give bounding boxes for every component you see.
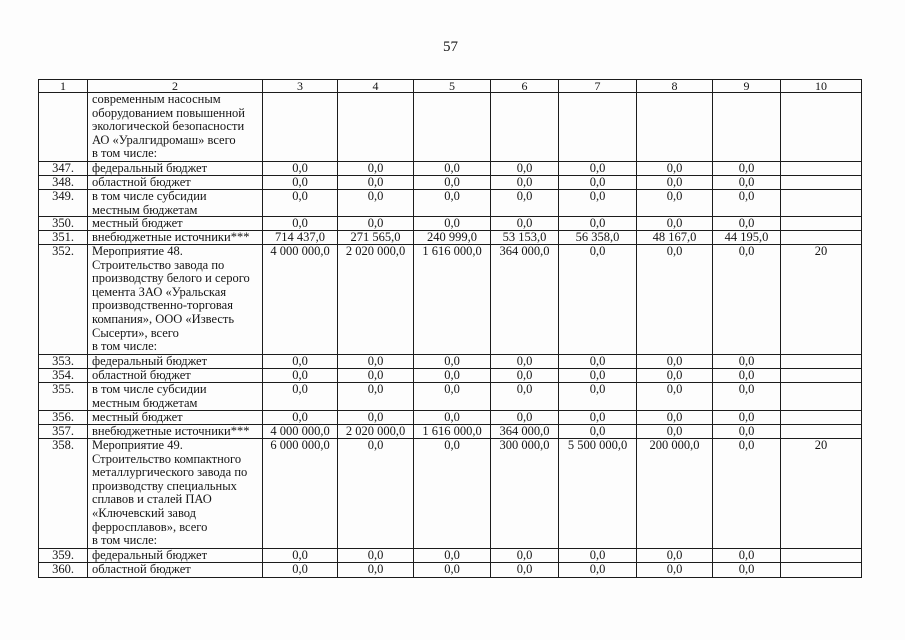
table-row <box>39 439 862 549</box>
description-line: сплавов и сталей ПАО <box>92 492 212 507</box>
value-col-4: 0,0 <box>338 563 414 578</box>
description-line: областной бюджет <box>92 368 191 382</box>
description-line: в том числе субсидии <box>92 382 207 396</box>
description-line: местным бюджетам <box>92 202 198 217</box>
page-number: 57 <box>443 39 458 55</box>
value-col-9: 0,0 <box>713 425 781 439</box>
row-number: 358. <box>39 439 88 549</box>
value-col-8: 0,0 <box>637 162 713 176</box>
description-line: «Ключевский завод <box>92 505 197 520</box>
value-col-5: 0,0 <box>414 383 491 411</box>
description-line: федеральный бюджет <box>92 354 208 368</box>
value-col-3: 6 000 000,0 <box>263 439 338 549</box>
row-description <box>88 190 263 217</box>
value-col-8: 0,0 <box>637 425 713 439</box>
value-col-3: 714 437,0 <box>263 231 338 245</box>
value-col-10 <box>781 162 862 176</box>
value-col-3: 0,0 <box>263 563 338 578</box>
value-col-7: 0,0 <box>559 411 637 425</box>
budget-table <box>38 79 862 578</box>
value-col-3: 0,0 <box>263 162 338 176</box>
row-description <box>88 93 263 162</box>
description-line: местным бюджетам <box>92 395 198 410</box>
header-cell: 7 <box>559 80 637 93</box>
value-col-8: 0,0 <box>637 245 713 355</box>
row-number: 357. <box>39 425 88 439</box>
row-number: 349. <box>39 190 88 217</box>
value-col-10 <box>781 355 862 369</box>
value-col-7: 0,0 <box>559 190 637 217</box>
row-description <box>88 549 263 563</box>
row-number: 359. <box>39 549 88 563</box>
description-line: в том числе субсидии <box>92 189 207 203</box>
value-col-9: 0,0 <box>713 411 781 425</box>
value-col-10 <box>781 217 862 231</box>
value-col-9: 0,0 <box>713 176 781 190</box>
value-col-4 <box>338 93 414 162</box>
description-line: внебюджетные источники*** <box>92 230 250 244</box>
description-line: в том числе: <box>92 146 158 161</box>
description-line: в том числе: <box>92 533 158 548</box>
value-col-4: 0,0 <box>338 369 414 383</box>
value-col-6: 364 000,0 <box>491 245 559 355</box>
value-col-5: 0,0 <box>414 217 491 231</box>
value-col-9: 0,0 <box>713 245 781 355</box>
value-col-3: 4 000 000,0 <box>263 245 338 355</box>
value-col-6: 300 000,0 <box>491 439 559 549</box>
value-col-7: 0,0 <box>559 563 637 578</box>
value-col-6: 0,0 <box>491 549 559 563</box>
row-description <box>88 439 263 549</box>
value-col-3: 4 000 000,0 <box>263 425 338 439</box>
row-number: 354. <box>39 369 88 383</box>
table-row <box>39 217 862 231</box>
value-col-8: 0,0 <box>637 355 713 369</box>
value-col-7: 0,0 <box>559 162 637 176</box>
value-col-4: 0,0 <box>338 355 414 369</box>
description-line: федеральный бюджет <box>92 548 208 562</box>
value-col-5: 0,0 <box>414 176 491 190</box>
value-col-4: 0,0 <box>338 176 414 190</box>
value-col-10: 20 <box>781 439 862 549</box>
value-col-6: 0,0 <box>491 369 559 383</box>
value-col-8: 0,0 <box>637 369 713 383</box>
table-row <box>39 190 862 217</box>
value-col-10 <box>781 369 862 383</box>
value-col-3: 0,0 <box>263 190 338 217</box>
description-line: производству белого и серого <box>92 271 250 286</box>
value-col-4: 0,0 <box>338 549 414 563</box>
value-col-5: 0,0 <box>414 411 491 425</box>
description-line: федеральный бюджет <box>92 161 208 175</box>
row-description <box>88 411 263 425</box>
value-col-10 <box>781 176 862 190</box>
row-description <box>88 563 263 578</box>
value-col-6: 53 153,0 <box>491 231 559 245</box>
value-col-4: 0,0 <box>338 190 414 217</box>
value-col-6: 0,0 <box>491 383 559 411</box>
value-col-8: 48 167,0 <box>637 231 713 245</box>
value-col-10 <box>781 425 862 439</box>
row-description <box>88 231 263 245</box>
value-col-7: 0,0 <box>559 425 637 439</box>
value-col-5: 0,0 <box>414 355 491 369</box>
table-row <box>39 355 862 369</box>
value-col-3: 0,0 <box>263 355 338 369</box>
value-col-8: 0,0 <box>637 549 713 563</box>
value-col-4: 0,0 <box>338 383 414 411</box>
row-number: 355. <box>39 383 88 411</box>
value-col-10: 20 <box>781 245 862 355</box>
row-description <box>88 245 263 355</box>
value-col-5: 0,0 <box>414 190 491 217</box>
value-col-7: 0,0 <box>559 217 637 231</box>
value-col-5: 0,0 <box>414 162 491 176</box>
table-row <box>39 369 862 383</box>
value-col-10 <box>781 549 862 563</box>
row-description <box>88 383 263 411</box>
row-number <box>39 93 88 162</box>
value-col-9: 0,0 <box>713 355 781 369</box>
row-description <box>88 176 263 190</box>
description-line: производству специальных <box>92 478 237 493</box>
value-col-5: 0,0 <box>414 369 491 383</box>
value-col-7: 0,0 <box>559 355 637 369</box>
value-col-7: 0,0 <box>559 383 637 411</box>
value-col-6: 0,0 <box>491 162 559 176</box>
value-col-6: 0,0 <box>491 217 559 231</box>
value-col-9: 0,0 <box>713 369 781 383</box>
description-line: местный бюджет <box>92 216 183 230</box>
table-row <box>39 383 862 411</box>
row-number: 348. <box>39 176 88 190</box>
value-col-5: 0,0 <box>414 549 491 563</box>
value-col-10 <box>781 231 862 245</box>
description-line: современным насосным <box>92 92 221 106</box>
value-col-7: 0,0 <box>559 176 637 190</box>
description-line: Мероприятие 48. <box>92 244 183 258</box>
value-col-5: 0,0 <box>414 439 491 549</box>
row-number: 350. <box>39 217 88 231</box>
table-row <box>39 411 862 425</box>
description-line: Сысерти», всего <box>92 325 179 340</box>
description-line: внебюджетные источники*** <box>92 424 250 438</box>
header-cell: 2 <box>88 80 263 93</box>
value-col-4: 0,0 <box>338 411 414 425</box>
table-row <box>39 425 862 439</box>
value-col-6 <box>491 93 559 162</box>
value-col-6: 364 000,0 <box>491 425 559 439</box>
value-col-4: 2 020 000,0 <box>338 245 414 355</box>
value-col-4: 271 565,0 <box>338 231 414 245</box>
row-description <box>88 217 263 231</box>
row-description <box>88 425 263 439</box>
value-col-9: 0,0 <box>713 439 781 549</box>
table-row <box>39 245 862 355</box>
row-description <box>88 162 263 176</box>
value-col-9 <box>713 93 781 162</box>
value-col-10 <box>781 383 862 411</box>
header-cell: 10 <box>781 80 862 93</box>
header-cell: 9 <box>713 80 781 93</box>
value-col-8: 200 000,0 <box>637 439 713 549</box>
header-cell: 4 <box>338 80 414 93</box>
description-line: ферросплавов», всего <box>92 519 208 534</box>
row-description <box>88 355 263 369</box>
value-col-8: 0,0 <box>637 563 713 578</box>
value-col-4: 0,0 <box>338 162 414 176</box>
value-col-8: 0,0 <box>637 217 713 231</box>
value-col-5: 0,0 <box>414 563 491 578</box>
value-col-6: 0,0 <box>491 190 559 217</box>
header-cell: 5 <box>414 80 491 93</box>
row-number: 351. <box>39 231 88 245</box>
description-line: компания», ООО «Известь <box>92 311 235 326</box>
row-number: 347. <box>39 162 88 176</box>
value-col-7 <box>559 93 637 162</box>
description-line: цемента ЗАО «Уральская <box>92 284 227 299</box>
description-line: экологической безопасности <box>92 119 245 134</box>
description-line: областной бюджет <box>92 562 191 576</box>
description-line: в том числе: <box>92 339 158 354</box>
value-col-10 <box>781 411 862 425</box>
value-col-7: 0,0 <box>559 245 637 355</box>
value-col-7: 0,0 <box>559 369 637 383</box>
value-col-9: 0,0 <box>713 383 781 411</box>
value-col-6: 0,0 <box>491 355 559 369</box>
value-col-9: 0,0 <box>713 563 781 578</box>
description-line: оборудованием повышенной <box>92 105 245 120</box>
table-row <box>39 176 862 190</box>
table-row <box>39 93 862 162</box>
value-col-7: 5 500 000,0 <box>559 439 637 549</box>
value-col-8: 0,0 <box>637 190 713 217</box>
description-line: местный бюджет <box>92 410 183 424</box>
row-number: 353. <box>39 355 88 369</box>
value-col-9: 0,0 <box>713 549 781 563</box>
value-col-3: 0,0 <box>263 217 338 231</box>
row-number: 356. <box>39 411 88 425</box>
row-number: 360. <box>39 563 88 578</box>
description-line: Строительство завода по <box>92 257 225 272</box>
header-cell: 6 <box>491 80 559 93</box>
value-col-8: 0,0 <box>637 176 713 190</box>
value-col-3: 0,0 <box>263 176 338 190</box>
value-col-5: 240 999,0 <box>414 231 491 245</box>
value-col-4: 0,0 <box>338 439 414 549</box>
value-col-10 <box>781 93 862 162</box>
value-col-7: 0,0 <box>559 549 637 563</box>
description-line: АО «Уралгидромаш» всего <box>92 132 236 147</box>
value-col-10 <box>781 190 862 217</box>
value-col-9: 0,0 <box>713 162 781 176</box>
value-col-3: 0,0 <box>263 383 338 411</box>
value-col-9: 44 195,0 <box>713 231 781 245</box>
row-description <box>88 369 263 383</box>
value-col-5 <box>414 93 491 162</box>
value-col-6: 0,0 <box>491 563 559 578</box>
table-row <box>39 162 862 176</box>
value-col-3: 0,0 <box>263 549 338 563</box>
value-col-5: 1 616 000,0 <box>414 425 491 439</box>
table-row <box>39 563 862 578</box>
value-col-6: 0,0 <box>491 176 559 190</box>
value-col-3 <box>263 93 338 162</box>
description-line: Строительство компактного <box>92 451 242 466</box>
header-cell: 3 <box>263 80 338 93</box>
value-col-6: 0,0 <box>491 411 559 425</box>
header-cell: 8 <box>637 80 713 93</box>
value-col-4: 2 020 000,0 <box>338 425 414 439</box>
table-row <box>39 549 862 563</box>
header-cell: 1 <box>39 80 88 93</box>
value-col-8: 0,0 <box>637 411 713 425</box>
value-col-10 <box>781 563 862 578</box>
row-number: 352. <box>39 245 88 355</box>
value-col-4: 0,0 <box>338 217 414 231</box>
value-col-9: 0,0 <box>713 190 781 217</box>
value-col-9: 0,0 <box>713 217 781 231</box>
description-line: Мероприятие 49. <box>92 438 183 452</box>
table-row <box>39 231 862 245</box>
value-col-8: 0,0 <box>637 383 713 411</box>
description-line: областной бюджет <box>92 175 191 189</box>
value-col-3: 0,0 <box>263 411 338 425</box>
value-col-3: 0,0 <box>263 369 338 383</box>
description-line: металлургического завода по <box>92 465 248 480</box>
description-line: производственно-торговая <box>92 298 233 313</box>
value-col-8 <box>637 93 713 162</box>
value-col-7: 56 358,0 <box>559 231 637 245</box>
value-col-5: 1 616 000,0 <box>414 245 491 355</box>
